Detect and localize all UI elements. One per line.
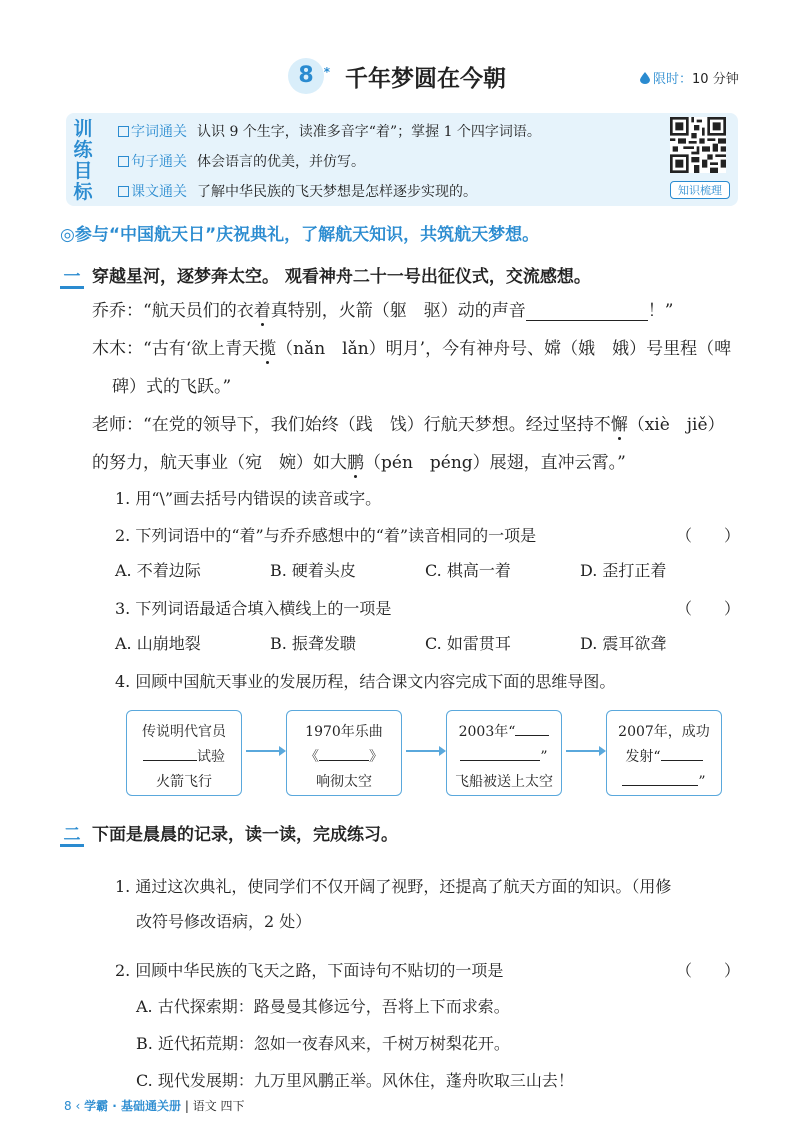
option-c[interactable]: C. 现代发展期：九万里风鹏正举。风休住，蓬舟吹取三山去！ — [136, 1071, 574, 1090]
passage-text: “古有‘欲上青天 — [143, 339, 260, 359]
flow-text: 1970年乐曲 — [305, 724, 383, 740]
goal-tag: 课文通关 — [131, 184, 187, 200]
goal-text: 体会语言的优美，并仿写。 — [197, 154, 365, 170]
option-b[interactable]: B. 硬着头皮 — [270, 561, 356, 580]
fill-blank[interactable] — [460, 747, 540, 761]
option-a[interactable]: A. 不着边际 — [115, 561, 201, 580]
footer-separator: | — [184, 1099, 189, 1113]
goal-row-words — [118, 121, 541, 141]
passage-text: 的努力，航天事业（宛 婉）如大 — [92, 453, 347, 473]
flow-text: 传说明代官员 — [142, 724, 226, 740]
goal-row-sentences — [118, 151, 365, 171]
lesson-star: * — [323, 65, 330, 79]
flow-text: 2003年“ — [458, 724, 516, 740]
fill-blank[interactable] — [622, 772, 698, 786]
question-1-3: 3. 下列词语最适合填入横线上的一项是 — [115, 599, 392, 618]
flow-text — [287, 745, 401, 770]
goals-label-char: 练 — [73, 139, 93, 161]
flow-box-ming — [126, 710, 242, 796]
flow-text: ” — [698, 774, 706, 790]
flow-box-2007 — [606, 710, 722, 796]
flow-arrow — [246, 750, 284, 752]
flow-text: ” — [540, 749, 548, 765]
goal-checkbox[interactable] — [118, 186, 129, 197]
flow-text: 发射“ — [625, 749, 661, 765]
flow-text: 》 — [369, 749, 383, 765]
section-title: 下面是晨晨的记录，读一读，完成练习。 — [92, 825, 398, 845]
section-number: 二 — [60, 826, 84, 847]
lesson-header — [0, 52, 800, 102]
qr-code-icon[interactable] — [670, 117, 726, 173]
flow-text — [447, 745, 561, 770]
brand-name: 学霸 · 基础通关册 — [84, 1099, 182, 1113]
question-1-4: 4. 回顾中国航天事业的发展历程，结合课文内容完成下面的思维导图。 — [115, 672, 616, 691]
passage-text: 真特别，火箭（躯 驱）动的声音 — [270, 301, 526, 321]
training-goals-panel — [66, 113, 738, 206]
answer-paren[interactable]: （ ） — [676, 599, 741, 618]
fill-blank[interactable] — [319, 747, 369, 761]
goal-checkbox[interactable] — [118, 156, 129, 167]
time-limit-value: 10 分钟 — [692, 72, 739, 87]
theme-line: ◎参与“中国航天日”庆祝典礼，了解航天知识，共筑航天梦想。 — [60, 225, 540, 245]
flow-text — [127, 745, 241, 770]
mind-map-flow — [126, 710, 726, 800]
goals-label-char: 训 — [73, 118, 93, 140]
qr-block[interactable] — [670, 117, 730, 199]
fill-blank[interactable] — [661, 747, 703, 761]
question-1-2: 2. 下列词语中的“着”与乔乔感想中的“着”读音相同的一项是 — [115, 526, 537, 545]
passage-text: “航天员们的衣 — [143, 301, 254, 321]
flow-box-1970 — [286, 710, 402, 796]
passage-text: “在党的领导下，我们始终（践 饯）行航天梦想。经过坚持不 — [143, 415, 611, 435]
section-number: 一 — [60, 268, 84, 289]
speaker-name: 木木： — [92, 339, 143, 359]
fill-blank[interactable] — [143, 747, 197, 761]
passage-text: （pén péng）展翅，直冲云霄。” — [364, 453, 626, 473]
option-b[interactable]: B. 近代拓荒期：忽如一夜春风来，千树万树梨花开。 — [136, 1034, 510, 1053]
option-a[interactable]: A. 古代探索期：路曼曼其修远兮，吾将上下而求索。 — [136, 997, 510, 1016]
flow-text — [607, 745, 721, 770]
mumu-line — [92, 334, 731, 359]
lesson-title: 千年梦圆在今朝 — [345, 66, 506, 92]
goal-checkbox[interactable] — [118, 126, 129, 137]
option-d[interactable]: D. 震耳欲聋 — [580, 634, 667, 653]
timer-drop-icon — [640, 72, 650, 84]
option-c[interactable]: C. 如雷贯耳 — [425, 634, 511, 653]
speaker-name: 老师： — [92, 415, 143, 435]
flow-text — [607, 770, 721, 795]
teacher-line — [92, 410, 725, 435]
dotted-char: 揽 — [259, 339, 277, 359]
goal-tag: 字词通关 — [131, 124, 187, 140]
goals-label-char: 目 — [73, 160, 93, 182]
section-two-heading — [60, 820, 398, 847]
flow-text: 飞船被送上太空 — [455, 774, 553, 790]
flow-box-2003 — [446, 710, 562, 796]
passage-text: （nǎn lǎn）明月’，今有神舟号、嫦（娥 娥）号里程（啤 — [276, 339, 732, 359]
goal-text: 了解中华民族的飞天梦想是怎样逐步实现的。 — [197, 184, 477, 200]
option-a[interactable]: A. 山崩地裂 — [115, 634, 201, 653]
flow-text: 响彻太空 — [316, 774, 372, 790]
chevron-left-icon: ‹ — [75, 1099, 81, 1113]
flow-text — [447, 720, 561, 745]
lesson-number: 8 — [298, 63, 314, 88]
flow-arrow — [566, 750, 604, 752]
option-c[interactable]: C. 棋高一着 — [425, 561, 511, 580]
answer-paren[interactable]: （ ） — [676, 526, 741, 545]
question-1-2-options — [115, 558, 735, 581]
lesson-number-badge — [288, 58, 330, 94]
speaker-name: 乔乔： — [92, 301, 143, 321]
passage-text: （xiè jiě） — [627, 415, 725, 435]
flow-text: 《 — [305, 749, 319, 765]
fill-blank[interactable] — [515, 722, 549, 736]
section-one-heading — [60, 262, 591, 289]
dotted-char: 着 — [253, 301, 271, 321]
answer-paren[interactable]: （ ） — [676, 961, 741, 980]
page-number: 8 — [64, 1099, 72, 1113]
question-2-1: 1. 通过这次典礼，使同学们不仅开阔了视野，还提高了航天方面的知识。（用修 — [115, 877, 672, 896]
goals-label-char: 标 — [73, 181, 93, 203]
time-limit-label: 限时： — [653, 72, 693, 87]
mumu-line-2: 碑）式的飞跃。” — [112, 377, 232, 397]
fill-blank[interactable] — [526, 303, 648, 321]
time-limit — [640, 68, 739, 87]
teacher-line-2 — [92, 448, 626, 473]
goal-text: 认识 9 个生字，读准多音字“着”；掌握 1 个四字词语。 — [197, 124, 541, 140]
option-b[interactable]: B. 振聋发聩 — [270, 634, 356, 653]
flow-text: 火箭飞行 — [156, 774, 212, 790]
dotted-char: 鹏 — [347, 453, 364, 473]
goal-row-text — [118, 181, 477, 201]
question-1-1: 1. 用“\”画去括号内错误的读音或字。 — [115, 489, 382, 508]
flow-text: 试验 — [197, 749, 225, 765]
footer-subject: 语文 四下 — [192, 1099, 245, 1113]
question-2-1-line-2: 改符号修改语病，2 处） — [136, 912, 312, 931]
question-1-3-options — [115, 631, 735, 654]
flow-arrow — [406, 750, 444, 752]
passage-text: ！” — [647, 301, 674, 321]
goals-label — [72, 119, 94, 203]
qiaoqiao-line — [92, 296, 673, 321]
question-2-2: 2. 回顾中华民族的飞天之路，下面诗句不贴切的一项是 — [115, 961, 504, 980]
section-title: 穿越星河，逐梦奔太空。 观看神舟二十一号出征仪式，交流感想。 — [92, 267, 591, 287]
goal-tag: 句子通关 — [131, 154, 187, 170]
qr-label: 知识梳理 — [670, 181, 730, 199]
page-footer — [64, 1097, 245, 1114]
option-d[interactable]: D. 歪打正着 — [580, 561, 667, 580]
dotted-char: 懈 — [610, 415, 628, 435]
flow-text: 2007年，成功 — [618, 724, 710, 740]
